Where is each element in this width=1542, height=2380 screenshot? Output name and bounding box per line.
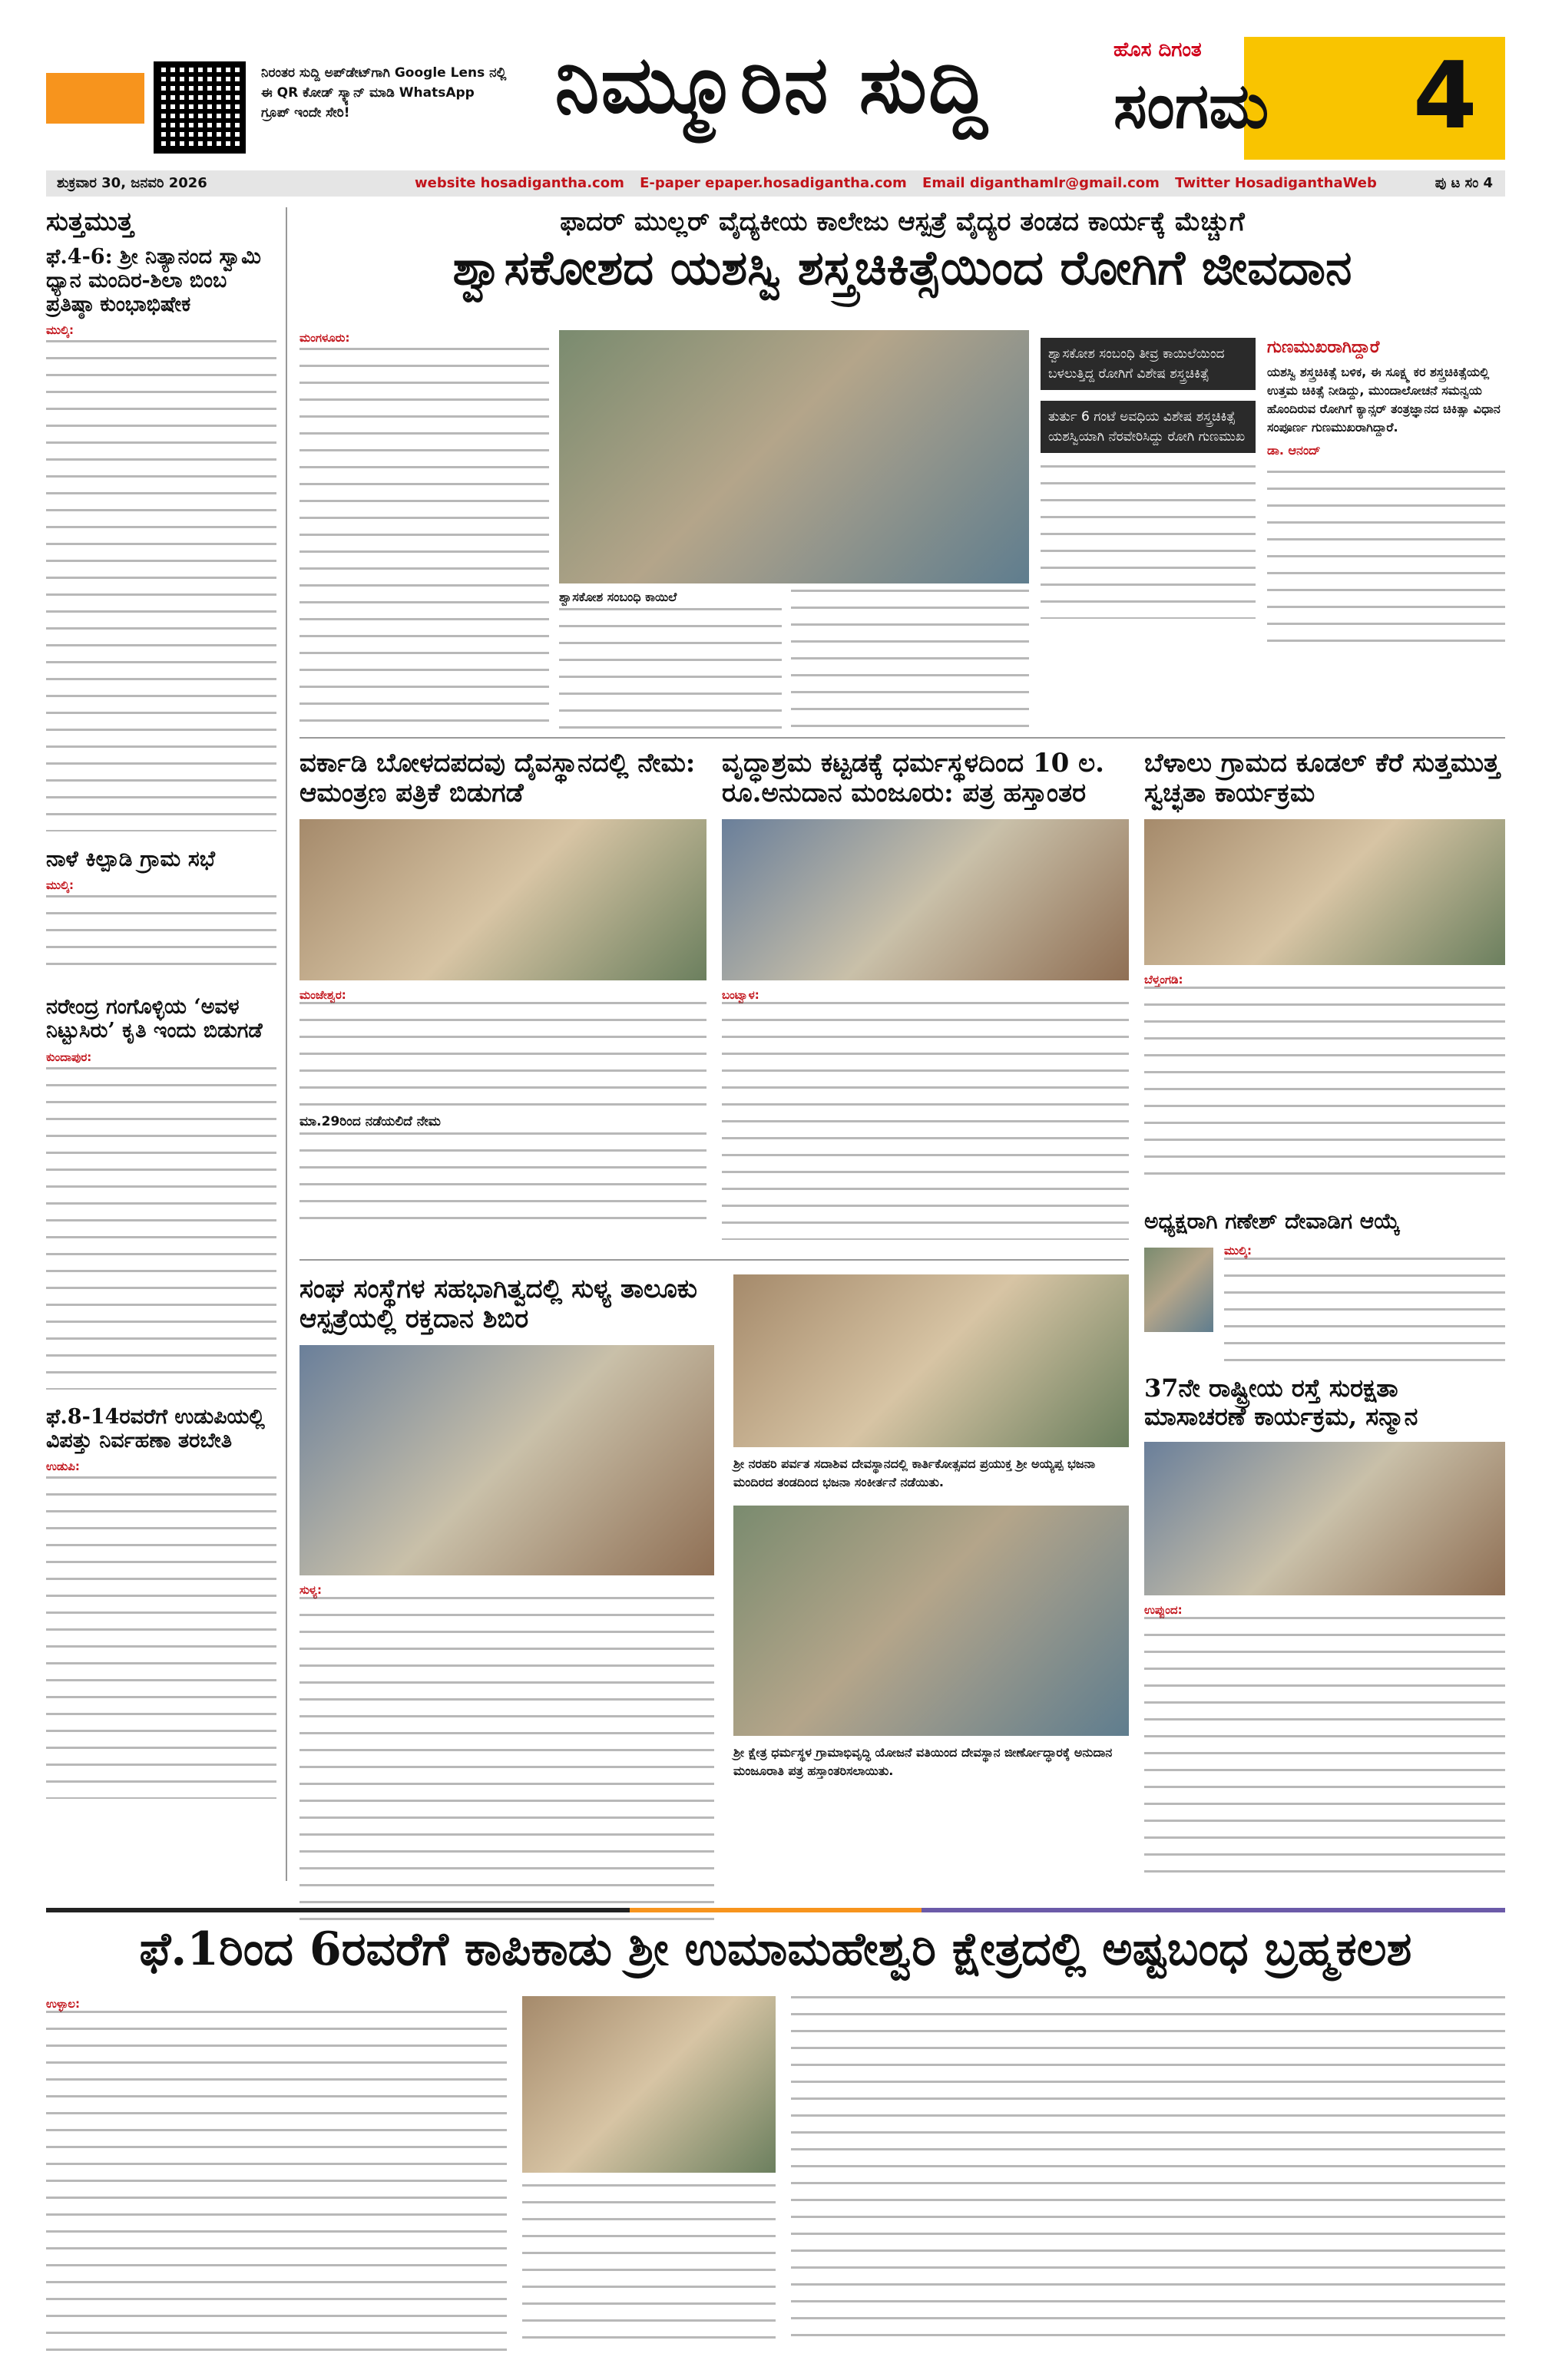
masthead xyxy=(0,0,1542,173)
photo-caption: ಶ್ರೀ ಕ್ಷೇತ್ರ ಧರ್ಮಸ್ಥಳ ಗ್ರಾಮಾಭಿವೃದ್ಧಿ ಯೋಜನೆ ವತಿಯಿಂದ ದೇವಸ್ಥಾನ ಜೀರ್ಣೋದ್ಧಾರಕ್ಕೆ ಅನುದಾನ ಮಂಜೂರಾತಿ ಪತ್ರ ಹಸ್ತಾಂತರಿಸಲಾಯಿತು. xyxy=(733,1745,1113,1778)
left-story-3 xyxy=(46,995,276,1389)
story-headline: ಫೆ.1ರಿಂದ 6ರವರೆಗೆ ಕಾಪಿಕಾಡು ಶ್ರೀ ಉಮಾಮಹೇಶ್ವರಿ ಕ್ಷೇತ್ರದಲ್ಲಿ ಅಷ್ಟಬಂಧ ಬ್ರಹ್ಮಕಲಶ xyxy=(139,1922,1412,1976)
story-body xyxy=(46,1476,276,1799)
issue-date: ಶುಕ್ರವಾರ 30, ಜನವರಿ 2026 xyxy=(57,175,207,191)
twitter-link[interactable]: Twitter HosadiganthaWeb xyxy=(1175,175,1377,191)
story-headline: ನರೇಂದ್ರ ಗಂಗೊಳ್ಳಿಯ ‘ಅವಳ ನಿಟ್ಟುಸಿರು’ ಕೃತಿ ಇಂದು ಬಿಡುಗಡೆ xyxy=(46,995,263,1043)
story-subhead: ಮಾ.29ರಿಂದ ನಡೆಯಲಿದೆ ನೇಮ xyxy=(299,1114,441,1130)
qr-note: ನಿರಂತರ ಸುದ್ದಿ ಅಪ್‌ಡೇಟ್‌ಗಾಗಿ Google Lens ನಲ್ಲಿ ಈ QR ಕೋಡ್ ಸ್ಕ್ಯಾನ್ ಮಾಡಿ WhatsApp ಗ್ರೂಪ್ ಇಂದೇ ಸೇರಿ! xyxy=(261,65,507,121)
page-number: 4 xyxy=(1413,43,1477,150)
story-headline: ಫೆ.4-6: ಶ್ರೀ ನಿತ್ಯಾನಂದ ಸ್ವಾಮಿ ಧ್ಯಾನ ಮಂದಿರ-ಶಿಲಾ ಬಿಂಬ ಪ್ರತಿಷ್ಠಾ ಕುಂಭಾಭಿಷೇಕ xyxy=(46,245,261,317)
lead-photo xyxy=(559,330,1029,583)
story-headline: ಸಂಘ ಸಂಸ್ಥೆಗಳ ಸಹಭಾಗಿತ್ವದಲ್ಲಿ ಸುಳ್ಯ ತಾಲೂಕು ಆಸ್ಪತ್ರೆಯಲ್ಲಿ ರಕ್ತದಾನ ಶಿಬಿರ xyxy=(299,1274,697,1335)
story-headline: ಅಧ್ಯಕ್ಷರಾಗಿ ಗಣೇಶ್ ದೇವಾಡಿಗ ಆಯ್ಕೆ xyxy=(1144,1208,1401,1234)
dateline: ಮುಲ್ಕಿ: xyxy=(1224,1244,1252,1258)
story-body xyxy=(46,2011,507,2364)
story-photo xyxy=(299,819,706,980)
dateline: ಸುಳ್ಯ: xyxy=(299,1583,322,1598)
story-blood-donation xyxy=(299,1274,714,1935)
bottom-story xyxy=(46,1923,1505,1976)
lead-highlights xyxy=(1041,338,1256,619)
story-body xyxy=(1144,987,1505,1178)
story-headline: ನಾಳೆ ಕಿಲ್ಪಾಡಿ ಗ್ರಾಮ ಸಭೆ xyxy=(46,846,215,872)
bottom-body-right xyxy=(791,1996,1505,2349)
page-info: ಪು ಟ ಸಂ 4 xyxy=(1434,175,1493,191)
bhajan-photo xyxy=(733,1274,1129,1447)
story-body xyxy=(1041,465,1256,619)
story-body xyxy=(559,608,782,739)
story-belalu xyxy=(1144,749,1505,1178)
story-body xyxy=(1144,1617,1505,1886)
left-story-1 xyxy=(46,245,276,831)
brand-small: ಹೊಸ ದಿಗಂತ xyxy=(1113,38,1202,61)
contact-links xyxy=(415,170,1388,197)
section-title: ಸುತ್ತಮುತ್ತ xyxy=(46,207,134,237)
section-rule xyxy=(299,737,1505,739)
orange-accent-bar xyxy=(46,73,144,124)
left-story-4 xyxy=(46,1405,276,1799)
lead-story xyxy=(299,207,1505,295)
story-photo xyxy=(1144,1442,1505,1595)
story-body xyxy=(722,1002,1129,1240)
story-old-age-home xyxy=(722,749,1129,1240)
lead-body-col1 xyxy=(299,330,549,732)
website-link[interactable]: website hosadigantha.com xyxy=(415,175,624,191)
story-body xyxy=(791,1996,1505,2349)
dateline: ಉಡುಪಿ: xyxy=(46,1459,80,1473)
lead-quote-box xyxy=(1267,338,1505,655)
story-body xyxy=(299,1597,714,1935)
story-varkadi xyxy=(299,749,706,1232)
story-body xyxy=(299,1002,706,1109)
bottom-band-rule xyxy=(46,1908,1505,1912)
bottom-body-mid xyxy=(522,2184,776,2349)
dateline: ಮುಲ್ಕಿ: xyxy=(46,878,74,893)
story-ganesh xyxy=(1144,1209,1505,1373)
section-rule xyxy=(299,1259,1129,1261)
dateline: ಬಂಟ್ವಾಳ: xyxy=(722,988,759,1003)
bottom-body-left xyxy=(46,1996,507,2364)
dateline: ಕುಂದಾಪುರ: xyxy=(46,1050,92,1064)
dateline: ಮಂಜೇಶ್ವರ: xyxy=(299,988,346,1003)
quote-title: ಗುಣಮುಖರಾಗಿದ್ದಾರೆ xyxy=(1267,338,1380,357)
temple-photo xyxy=(733,1506,1129,1736)
photo-caption: ಶ್ವಾಸಕೋಶ ಸಂಬಂಧಿ ಕಾಯಿಲೆ xyxy=(559,590,677,604)
highlight-2: ತುರ್ತು 6 ಗಂಟೆ ಅವಧಿಯ ವಿಶೇಷ ಶಸ್ತ್ರಚಿಕಿತ್ಸೆ ಯಶಸ್ವಿಯಾಗಿ ನೆರವೇರಿಸಿದ್ದು ರೋಗಿ ಗುಣಮುಖ xyxy=(1041,401,1256,453)
story-body xyxy=(1224,1258,1505,1373)
story-body xyxy=(46,340,276,831)
story-body xyxy=(522,2184,776,2349)
story-body xyxy=(1267,471,1505,655)
quote-text: ಯಶಸ್ವಿ ಶಸ್ತ್ರಚಿಕಿತ್ಸೆ ಬಳಿಕ, ಈ ಸೂಕ್ಷ್ಮ ಕರ ಶಸ್ತ್ರಚಿಕಿತ್ಸೆಯಲ್ಲಿ ಉತ್ತಮ ಚಿಕಿತ್ಸೆ ನೀಡಿದ್ದು, ಮುಂದಾಲೋಚನೆ ಸಮನ್ವಯ ಹೊಂದಿರುವ ರೋಗಿಗೆ ಕ್ಯಾನ್ಸರ್ ತಂತ್ರಜ್ಞಾನದ ಚಿಕಿತ್ಸಾ ವಿಧಾನ ಸಂಪೂರ್ಣ ಗುಣಮುಖರಾಗಿದ್ದಾರೆ. xyxy=(1267,365,1501,435)
story-photo xyxy=(299,1345,714,1575)
lead-headline: ಶ್ವಾಸಕೋಶದ ಯಶಸ್ವಿ ಶಸ್ತ್ರಚಿಕಿತ್ಸೆಯಿಂದ ರೋಗಿಗೆ ಜೀವದಾನ xyxy=(452,240,1352,296)
dateline: ಮುಲ್ಕಿ: xyxy=(46,323,74,338)
qr-code-icon[interactable] xyxy=(154,61,246,154)
lead-body-col2 xyxy=(559,590,782,739)
quote-author: ಡಾ. ಆನಂದ್ xyxy=(1267,443,1321,458)
masthead-title: ನಿಮ್ಮೂರಿನ ಸುದ್ದಿ xyxy=(554,37,989,131)
lead-kicker: ಫಾದರ್ ಮುಲ್ಲರ್ ವೈದ್ಯಕೀಯ ಕಾಲೇಜು ಆಸ್ಪತ್ರೆ ವೈದ್ಯರ ತಂಡದ ಕಾರ್ಯಕ್ಕೆ ಮೆಚ್ಚುಗೆ xyxy=(560,207,1245,237)
story-headline: ವರ್ಕಾಡಿ ಬೋಳದಪದವು ದೈವಸ್ಥಾನದಲ್ಲಿ ನೇಮ: ಆಮಂತ್ರಣ ಪತ್ರಿಕೆ ಬಿಡುಗಡೆ xyxy=(299,748,696,809)
story-headline: ಬೆಳಾಲು ಗ್ರಾಮದ ಕೂಡಲ್ ಕೆರೆ ಸುತ್ತಮುತ್ತ ಸ್ವಚ್ಛತಾ ಕಾರ್ಯಕ್ರಮ xyxy=(1144,748,1500,809)
photo-caption: ಶ್ರೀ ನರಹರಿ ಪರ್ವತ ಸದಾಶಿವ ದೇವಸ್ಥಾನದಲ್ಲಿ ಕಾರ್ತಿಕೋತ್ಸವದ ಪ್ರಯುಕ್ತ ಶ್ರೀ ಅಯ್ಯಪ್ಪ ಭಜನಾ ಮಂದಿರದ ತಂಡದಿಂದ ಭಜನಾ ಸಂಕೀರ್ತನೆ ನಡೆಯಿತು. xyxy=(733,1456,1096,1489)
email-link[interactable]: Email diganthamlr@gmail.com xyxy=(922,175,1160,191)
avatar xyxy=(1144,1248,1213,1332)
story-body xyxy=(791,590,1029,735)
story-photo xyxy=(722,819,1129,980)
dateline: ಬೆಳ್ತಂಗಡಿ: xyxy=(1144,973,1183,987)
brand-big: ಸಂಗಮ xyxy=(1113,69,1269,143)
story-headline: ಫೆ.8-14ರವರೆಗೆ ಉಡುಪಿಯಲ್ಲಿ ವಿಪತ್ತು ನಿರ್ವಹಣಾ ತರಬೇತಿ xyxy=(46,1404,265,1453)
story-road-safety xyxy=(1144,1374,1505,1886)
story-body xyxy=(299,348,549,732)
photo-stack xyxy=(733,1274,1129,1780)
dateline: ಮಂಗಳೂರು: xyxy=(299,331,350,345)
dateline: ಉಪ್ಪುಂದ: xyxy=(1144,1602,1183,1617)
column-rule xyxy=(286,207,287,1881)
story-photo xyxy=(1144,819,1505,965)
story-headline: ವೃದ್ಧಾಶ್ರಮ ಕಟ್ಟಡಕ್ಕೆ ಧರ್ಮಸ್ಥಳದಿಂದ 10 ಲ. ರೂ.ಅನುದಾನ ಮಂಜೂರು: ಪತ್ರ ಹಸ್ತಾಂತರ xyxy=(722,748,1104,809)
story-headline: 37ನೇ ರಾಷ್ಟ್ರೀಯ ರಸ್ತೆ ಸುರಕ್ಷತಾ ಮಾಸಾಚರಣೆ ಕಾರ್ಯಕ್ರಮ, ಸನ್ಮಾನ xyxy=(1144,1373,1418,1431)
left-column xyxy=(46,207,276,1881)
left-story-2 xyxy=(46,847,276,980)
bottom-photo xyxy=(522,1996,776,2173)
epaper-link[interactable]: E-paper epaper.hosadigantha.com xyxy=(640,175,907,191)
highlight-1: ಶ್ವಾಸಕೋಶ ಸಂಬಂಧಿ ತೀವ್ರ ಕಾಯಿಲೆಯಿಂದ ಬಳಲುತ್ತಿದ್ದ ರೋಗಿಗೆ ವಿಶೇಷ ಶಸ್ತ್ರಚಿಕಿತ್ಸೆ xyxy=(1041,338,1256,390)
dateline: ಉಳ್ಳಾಲ: xyxy=(46,1997,80,2011)
story-body xyxy=(46,895,276,980)
story-body xyxy=(46,1067,276,1390)
date-bar xyxy=(46,170,1505,197)
lead-body-col3 xyxy=(791,590,1029,735)
story-body xyxy=(299,1132,706,1232)
